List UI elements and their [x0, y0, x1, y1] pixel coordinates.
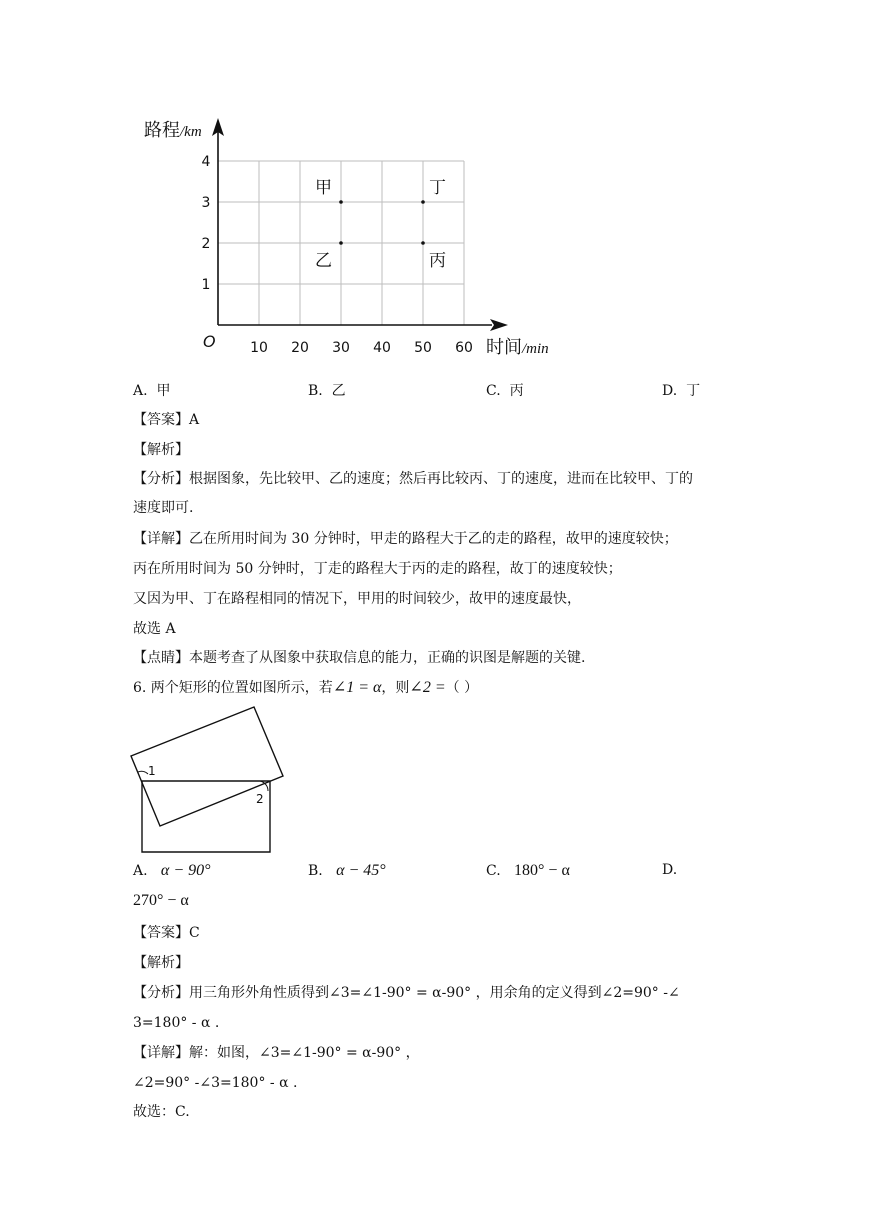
q5-option-b: B. 乙 [308, 383, 346, 399]
q5-analysis-heading: 【解析】 [133, 442, 189, 458]
q6-option-d: D. [662, 862, 678, 878]
q5-analysis-line-1: 【分析】根据图象，先比较甲、乙的速度；然后再比较丙、丁的速度，进而在比较甲、丁的 [133, 471, 693, 487]
q5-option-d: D. 丁 [662, 383, 701, 399]
x-tick-label: 10 [250, 340, 268, 356]
distance-time-chart [130, 110, 570, 360]
q5-detail-line-1: 【详解】乙在所用时间为 30 分钟时，甲走的路程大于乙的走的路程，故甲的速度较快； [133, 531, 678, 547]
x-tick-label: 60 [455, 340, 473, 356]
q6-option-b: B. α − 45° [308, 862, 386, 879]
y-tick-label: 4 [201, 154, 211, 170]
origin-label: O [203, 332, 216, 351]
q6-option-c: C. 180° − α [486, 862, 570, 879]
bottom-rectangle [142, 781, 270, 852]
angle-2-label: 2 [256, 792, 264, 806]
data-point [421, 241, 425, 245]
point-label: 甲 [315, 178, 332, 198]
q6-analysis-line-2: 3=180° - α . [133, 1015, 220, 1031]
point-label: 丁 [429, 178, 446, 198]
point-label: 丙 [429, 251, 446, 271]
y-tick-label: 2 [201, 236, 211, 252]
y-axis-label: 路程/km [144, 120, 202, 141]
q5-analysis-line-2: 速度即可. [133, 500, 194, 516]
q6-analysis-heading: 【解析】 [133, 955, 189, 971]
q6-stem: 6. 两个矩形的位置如图所示，若∠1 = α，则∠2 =（ ） [133, 679, 479, 696]
q5-answer: 【答案】A [133, 412, 200, 428]
q6-detail-line-2: ∠2=90° -∠3=180° - α . [133, 1075, 298, 1091]
q6-answer: 【答案】C [133, 925, 200, 941]
q5-option-a: A. 甲 [133, 383, 171, 399]
data-point [339, 200, 343, 204]
x-tick-label: 30 [332, 340, 350, 356]
q6-analysis-line-1: 【分析】用三角形外角性质得到∠3=∠1-90° = α-90° ，用余角的定义得到∠2=90° -∠ [133, 985, 680, 1001]
angle-1-label: 1 [148, 764, 156, 778]
q5-detail-line-3: 又因为甲、丁在路程相同的情况下，甲用的时间较少，故甲的速度最快， [133, 591, 581, 607]
q6-option-d-value: 270° − α [133, 892, 189, 909]
q6-detail-line-1: 【详解】解：如图，∠3=∠1-90° = α-90° ， [133, 1045, 420, 1061]
angle-1-arc [138, 771, 148, 774]
x-tick-label: 50 [414, 340, 432, 356]
two-rectangles-figure [128, 702, 293, 858]
data-point [421, 200, 425, 204]
data-point [339, 241, 343, 245]
q6-choice: 故选：C. [133, 1104, 190, 1120]
y-tick-label: 3 [201, 195, 211, 211]
q5-detail-line-2: 丙在所用时间为 50 分钟时，丁走的路程大于丙的走的路程，故丁的速度较快； [133, 561, 622, 577]
q5-option-c: C. 丙 [486, 383, 524, 399]
x-tick-label: 20 [291, 340, 309, 356]
q6-option-a: A. α − 90° [133, 862, 211, 879]
chart-points [315, 178, 446, 271]
x-axis-arrow-icon [490, 319, 508, 331]
x-tick-label: 40 [373, 340, 391, 356]
x-axis-label: 时间/min [486, 337, 549, 358]
point-label: 乙 [315, 251, 332, 271]
q5-choice: 故选 A [133, 621, 176, 637]
q5-comment: 【点睛】本题考查了从图象中获取信息的能力，正确的识图是解题的关键. [133, 650, 586, 666]
y-tick-label: 1 [201, 277, 211, 293]
